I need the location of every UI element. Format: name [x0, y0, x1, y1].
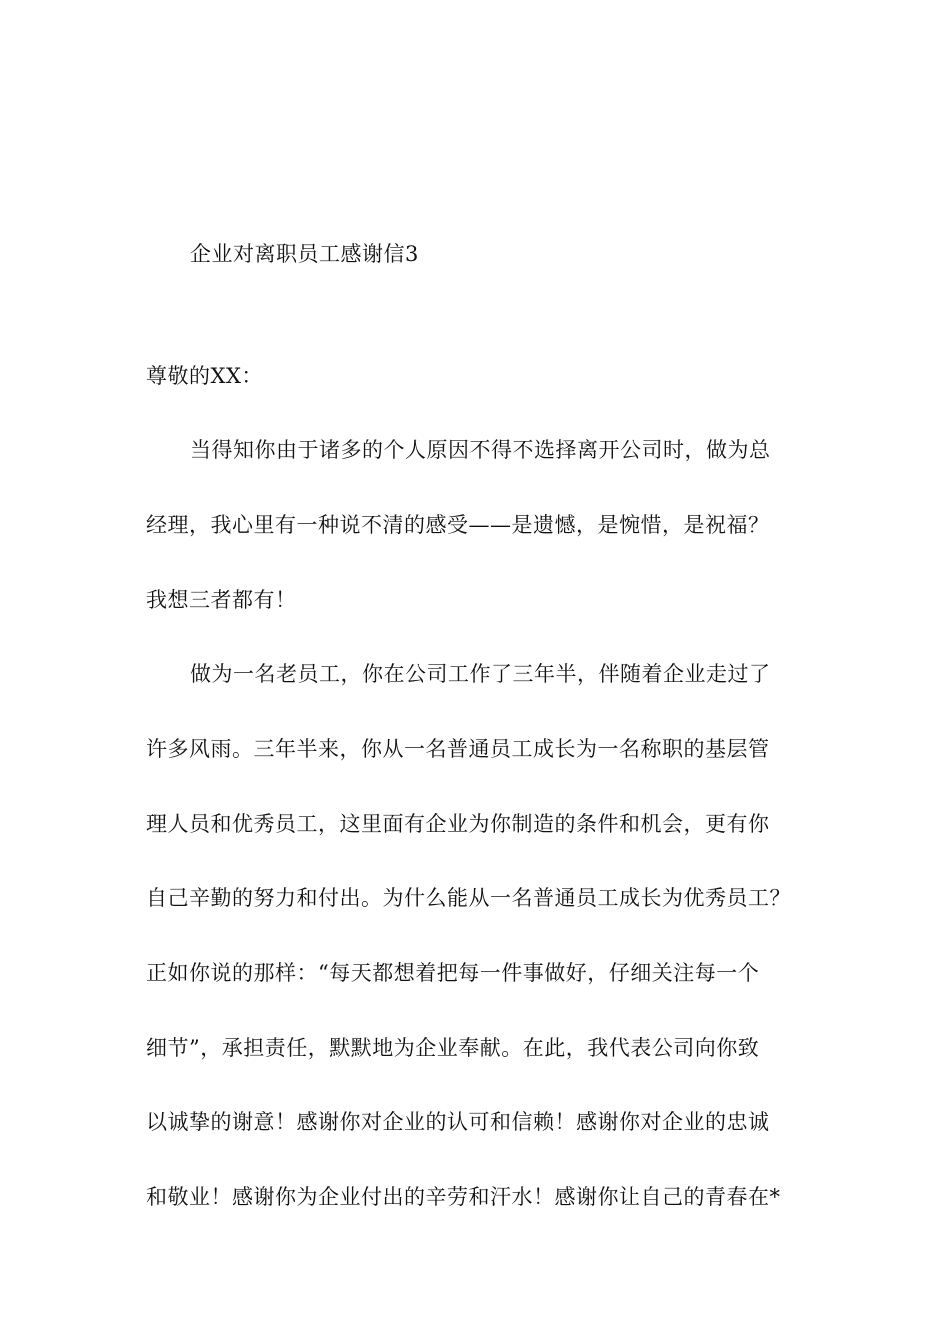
salutation: 尊敬的XX： [146, 364, 263, 388]
paragraph-line: 自己辛勤的努力和付出。为什么能从一名普通员工成长为优秀员工？ [146, 886, 791, 910]
paragraph-line: 经理，我心里有一种说不清的感受——是遗憾，是惋惜，是祝福？ [146, 513, 770, 537]
document-title: 企业对离职员工感谢信3 [190, 242, 419, 266]
paragraph-line: 我想三者都有！ [146, 588, 297, 612]
paragraph-line: 正如你说的那样：“每天都想着把每一件事做好，仔细关注每一个 [146, 961, 760, 985]
paragraph-line: 许多风雨。三年半来，你从一名普通员工成长为一名称职的基层管 [146, 737, 770, 761]
paragraph-line: 做为一名老员工，你在公司工作了三年半，伴随着企业走过了 [190, 662, 771, 686]
paragraph-line: 当得知你由于诸多的个人原因不得不选择离开公司时，做为总 [190, 438, 771, 462]
paragraph-line: 和敬业！感谢你为企业付出的辛劳和汗水！感谢你让自己的青春在* [146, 1185, 781, 1209]
paragraph-line: 以诚挚的谢意！感谢你对企业的认可和信赖！感谢你对企业的忠诚 [146, 1110, 770, 1134]
paragraph-line: 细节”，承担责任，默默地为企业奉献。在此，我代表公司向你致 [146, 1036, 760, 1060]
paragraph-line: 理人员和优秀员工，这里面有企业为你制造的条件和机会，更有你 [146, 812, 770, 836]
